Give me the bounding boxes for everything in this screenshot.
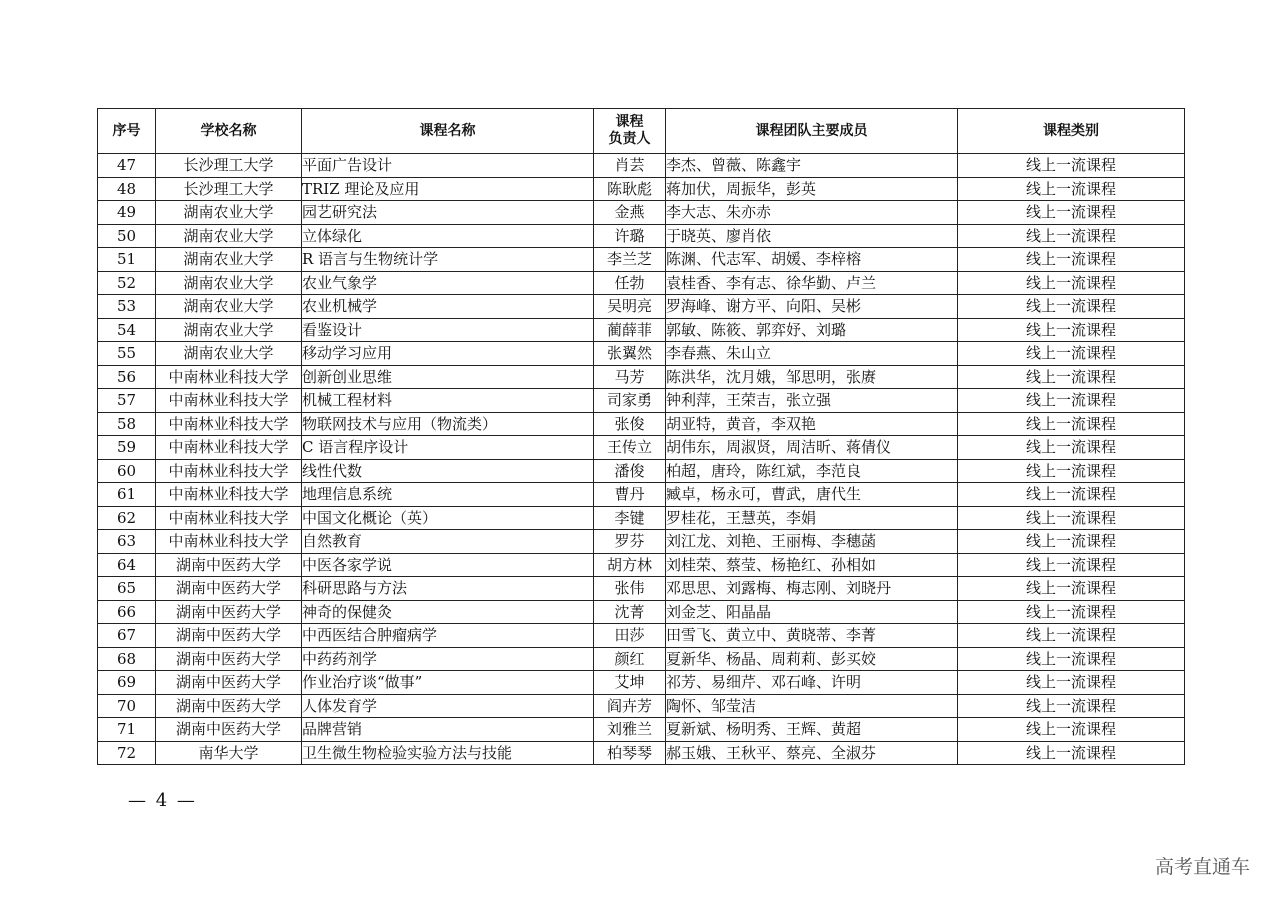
cell-school: 湖南农业大学 — [156, 342, 302, 366]
table-row — [98, 671, 1185, 695]
header-type: 课程类别 — [958, 109, 1185, 154]
cell-type: 线上一流课程 — [958, 694, 1185, 718]
cell-index: 58 — [98, 412, 156, 436]
cell-members: 陶怀、邹莹洁 — [666, 694, 958, 718]
cell-school: 湖南中医药大学 — [156, 553, 302, 577]
table-row — [98, 318, 1185, 342]
cell-type: 线上一流课程 — [958, 436, 1185, 460]
cell-type: 线上一流课程 — [958, 600, 1185, 624]
header-members: 课程团队主要成员 — [666, 109, 958, 154]
cell-index: 53 — [98, 295, 156, 319]
cell-school: 湖南中医药大学 — [156, 671, 302, 695]
cell-course: 自然教育 — [302, 530, 594, 554]
table-row — [98, 530, 1185, 554]
cell-index: 68 — [98, 647, 156, 671]
header-school: 学校名称 — [156, 109, 302, 154]
cell-members: 李春燕、朱山立 — [666, 342, 958, 366]
cell-leader: 李键 — [594, 506, 666, 530]
cell-index: 52 — [98, 271, 156, 295]
cell-leader: 马芳 — [594, 365, 666, 389]
cell-index: 70 — [98, 694, 156, 718]
cell-members: 陈渊、代志军、胡媛、李梓榕 — [666, 248, 958, 272]
cell-course: 地理信息系统 — [302, 483, 594, 507]
cell-course: TRIZ 理论及应用 — [302, 177, 594, 201]
cell-index: 63 — [98, 530, 156, 554]
cell-members: 罗桂花，王慧英，李娟 — [666, 506, 958, 530]
table-row — [98, 624, 1185, 648]
cell-course: 立体绿化 — [302, 224, 594, 248]
cell-course: 中国文化概论（英） — [302, 506, 594, 530]
table-row — [98, 506, 1185, 530]
cell-members: 臧卓，杨永可，曹武，唐代生 — [666, 483, 958, 507]
cell-leader: 柏琴琴 — [594, 741, 666, 765]
watermark-text: 高考直通车 — [1154, 856, 1250, 878]
cell-type: 线上一流课程 — [958, 718, 1185, 742]
cell-members: 胡亚特，黄音，李双艳 — [666, 412, 958, 436]
cell-members: 邓思思、刘露梅、梅志刚、刘晓丹 — [666, 577, 958, 601]
table-row — [98, 342, 1185, 366]
cell-course: C 语言程序设计 — [302, 436, 594, 460]
cell-leader: 颜红 — [594, 647, 666, 671]
table-row — [98, 600, 1185, 624]
cell-type: 线上一流课程 — [958, 177, 1185, 201]
cell-course: 线性代数 — [302, 459, 594, 483]
header-leader-line2: 负责人 — [608, 131, 651, 147]
cell-type: 线上一流课程 — [958, 624, 1185, 648]
cell-course: 物联网技术与应用（物流类） — [302, 412, 594, 436]
table-row — [98, 459, 1185, 483]
cell-leader: 金燕 — [594, 201, 666, 225]
cell-course: 神奇的保健灸 — [302, 600, 594, 624]
header-course: 课程名称 — [302, 109, 594, 154]
header-leader — [594, 109, 666, 154]
cell-leader: 张俊 — [594, 412, 666, 436]
cell-index: 60 — [98, 459, 156, 483]
table-row — [98, 436, 1185, 460]
table-row — [98, 177, 1185, 201]
cell-type: 线上一流课程 — [958, 671, 1185, 695]
cell-leader: 司家勇 — [594, 389, 666, 413]
cell-members: 刘江龙、刘艳、王丽梅、李穗菡 — [666, 530, 958, 554]
course-table — [97, 108, 1185, 765]
cell-course: 机械工程材料 — [302, 389, 594, 413]
cell-members: 夏新斌、杨明秀、王辉、黄超 — [666, 718, 958, 742]
cell-index: 59 — [98, 436, 156, 460]
cell-members: 陈洪华，沈月娥，邹思明，张赓 — [666, 365, 958, 389]
cell-school: 湖南中医药大学 — [156, 577, 302, 601]
cell-members: 夏新华、杨晶、周莉莉、彭买姣 — [666, 647, 958, 671]
table-row — [98, 365, 1185, 389]
cell-type: 线上一流课程 — [958, 412, 1185, 436]
cell-members: 郝玉娥、王秋平、蔡亮、全淑芬 — [666, 741, 958, 765]
cell-course: 品牌营销 — [302, 718, 594, 742]
cell-school: 长沙理工大学 — [156, 154, 302, 178]
cell-school: 中南林业科技大学 — [156, 530, 302, 554]
cell-index: 72 — [98, 741, 156, 765]
cell-members: 祁芳、易细芹、邓石峰、许明 — [666, 671, 958, 695]
table-row — [98, 412, 1185, 436]
cell-members: 胡伟东，周淑贤，周洁昕、蒋倩仪 — [666, 436, 958, 460]
cell-members: 郭敏、陈筱、郭弈妤、刘璐 — [666, 318, 958, 342]
cell-course: 移动学习应用 — [302, 342, 594, 366]
cell-type: 线上一流课程 — [958, 318, 1185, 342]
table-row — [98, 553, 1185, 577]
table-row — [98, 694, 1185, 718]
header-index: 序号 — [98, 109, 156, 154]
cell-index: 55 — [98, 342, 156, 366]
cell-leader: 张翼然 — [594, 342, 666, 366]
table-header — [98, 109, 1185, 154]
cell-type: 线上一流课程 — [958, 295, 1185, 319]
cell-type: 线上一流课程 — [958, 459, 1185, 483]
cell-leader: 王传立 — [594, 436, 666, 460]
cell-index: 50 — [98, 224, 156, 248]
cell-type: 线上一流课程 — [958, 154, 1185, 178]
cell-course: 园艺研究法 — [302, 201, 594, 225]
table-row — [98, 248, 1185, 272]
cell-course: 农业气象学 — [302, 271, 594, 295]
cell-members: 刘桂荣、蔡莹、杨艳红、孙相如 — [666, 553, 958, 577]
cell-school: 湖南中医药大学 — [156, 600, 302, 624]
cell-school: 中南林业科技大学 — [156, 389, 302, 413]
cell-leader: 田莎 — [594, 624, 666, 648]
cell-course: 中药药剂学 — [302, 647, 594, 671]
cell-type: 线上一流课程 — [958, 577, 1185, 601]
table-row — [98, 154, 1185, 178]
cell-type: 线上一流课程 — [958, 248, 1185, 272]
cell-course: 科研思路与方法 — [302, 577, 594, 601]
cell-type: 线上一流课程 — [958, 201, 1185, 225]
table-row — [98, 483, 1185, 507]
cell-type: 线上一流课程 — [958, 271, 1185, 295]
cell-course: R 语言与生物统计学 — [302, 248, 594, 272]
cell-index: 62 — [98, 506, 156, 530]
table-row — [98, 647, 1185, 671]
cell-school: 湖南中医药大学 — [156, 624, 302, 648]
cell-course: 中西医结合肿瘤病学 — [302, 624, 594, 648]
cell-index: 54 — [98, 318, 156, 342]
cell-leader: 潘俊 — [594, 459, 666, 483]
cell-members: 钟利萍，王荣吉，张立强 — [666, 389, 958, 413]
cell-leader: 阎卉芳 — [594, 694, 666, 718]
cell-index: 49 — [98, 201, 156, 225]
cell-leader: 李兰芝 — [594, 248, 666, 272]
cell-index: 69 — [98, 671, 156, 695]
cell-members: 袁桂香、李有志、徐华勤、卢兰 — [666, 271, 958, 295]
cell-school: 中南林业科技大学 — [156, 506, 302, 530]
table-row — [98, 271, 1185, 295]
cell-leader: 蔺薛菲 — [594, 318, 666, 342]
cell-school: 湖南中医药大学 — [156, 647, 302, 671]
cell-leader: 张伟 — [594, 577, 666, 601]
cell-course: 卫生微生物检验实验方法与技能 — [302, 741, 594, 765]
cell-leader: 刘雅兰 — [594, 718, 666, 742]
cell-index: 67 — [98, 624, 156, 648]
cell-course: 中医各家学说 — [302, 553, 594, 577]
cell-type: 线上一流课程 — [958, 647, 1185, 671]
cell-course: 平面广告设计 — [302, 154, 594, 178]
cell-course: 农业机械学 — [302, 295, 594, 319]
cell-school: 中南林业科技大学 — [156, 483, 302, 507]
cell-index: 47 — [98, 154, 156, 178]
cell-school: 中南林业科技大学 — [156, 459, 302, 483]
cell-school: 中南林业科技大学 — [156, 365, 302, 389]
cell-type: 线上一流课程 — [958, 506, 1185, 530]
cell-course: 作业治疗谈“做事” — [302, 671, 594, 695]
table-body — [98, 154, 1185, 765]
cell-index: 57 — [98, 389, 156, 413]
cell-members: 罗海峰、谢方平、向阳、吴彬 — [666, 295, 958, 319]
cell-type: 线上一流课程 — [958, 389, 1185, 413]
cell-leader: 陈耿彪 — [594, 177, 666, 201]
table-row — [98, 224, 1185, 248]
cell-members: 柏超，唐玲，陈红斌，李范良 — [666, 459, 958, 483]
cell-type: 线上一流课程 — [958, 741, 1185, 765]
cell-school: 中南林业科技大学 — [156, 436, 302, 460]
cell-type: 线上一流课程 — [958, 530, 1185, 554]
cell-members: 蒋加伏，周振华，彭英 — [666, 177, 958, 201]
cell-members: 于晓英、廖肖依 — [666, 224, 958, 248]
cell-index: 71 — [98, 718, 156, 742]
cell-school: 湖南中医药大学 — [156, 694, 302, 718]
cell-index: 61 — [98, 483, 156, 507]
cell-course: 看鉴设计 — [302, 318, 594, 342]
cell-index: 48 — [98, 177, 156, 201]
cell-school: 南华大学 — [156, 741, 302, 765]
table-row — [98, 389, 1185, 413]
table-row — [98, 718, 1185, 742]
cell-index: 65 — [98, 577, 156, 601]
table-row — [98, 741, 1185, 765]
cell-members: 田雪飞、黄立中、黄晓蒂、李菁 — [666, 624, 958, 648]
cell-school: 湖南农业大学 — [156, 295, 302, 319]
cell-school: 湖南农业大学 — [156, 201, 302, 225]
cell-leader: 胡方林 — [594, 553, 666, 577]
cell-index: 64 — [98, 553, 156, 577]
cell-school: 湖南农业大学 — [156, 224, 302, 248]
cell-school: 长沙理工大学 — [156, 177, 302, 201]
cell-leader: 罗芬 — [594, 530, 666, 554]
table-row — [98, 295, 1185, 319]
cell-index: 66 — [98, 600, 156, 624]
cell-type: 线上一流课程 — [958, 365, 1185, 389]
cell-type: 线上一流课程 — [958, 224, 1185, 248]
cell-leader: 沈菁 — [594, 600, 666, 624]
cell-course: 创新创业思维 — [302, 365, 594, 389]
cell-leader: 任勃 — [594, 271, 666, 295]
cell-type: 线上一流课程 — [958, 483, 1185, 507]
cell-type: 线上一流课程 — [958, 342, 1185, 366]
cell-school: 湖南农业大学 — [156, 271, 302, 295]
cell-school: 湖南农业大学 — [156, 248, 302, 272]
table-row — [98, 201, 1185, 225]
cell-members: 刘金芝、阳晶晶 — [666, 600, 958, 624]
cell-school: 湖南中医药大学 — [156, 718, 302, 742]
cell-leader: 吴明亮 — [594, 295, 666, 319]
cell-type: 线上一流课程 — [958, 553, 1185, 577]
cell-school: 湖南农业大学 — [156, 318, 302, 342]
cell-course: 人体发育学 — [302, 694, 594, 718]
cell-members: 李大志、朱亦赤 — [666, 201, 958, 225]
cell-index: 56 — [98, 365, 156, 389]
cell-leader: 许璐 — [594, 224, 666, 248]
page-number: — 4 — — [128, 790, 197, 811]
cell-leader: 艾坤 — [594, 671, 666, 695]
header-row — [98, 109, 1185, 154]
cell-members: 李杰、曾薇、陈鑫宇 — [666, 154, 958, 178]
cell-index: 51 — [98, 248, 156, 272]
cell-leader: 曹丹 — [594, 483, 666, 507]
header-leader-line1: 课程 — [615, 114, 644, 130]
cell-leader: 肖芸 — [594, 154, 666, 178]
table-row — [98, 577, 1185, 601]
cell-school: 中南林业科技大学 — [156, 412, 302, 436]
